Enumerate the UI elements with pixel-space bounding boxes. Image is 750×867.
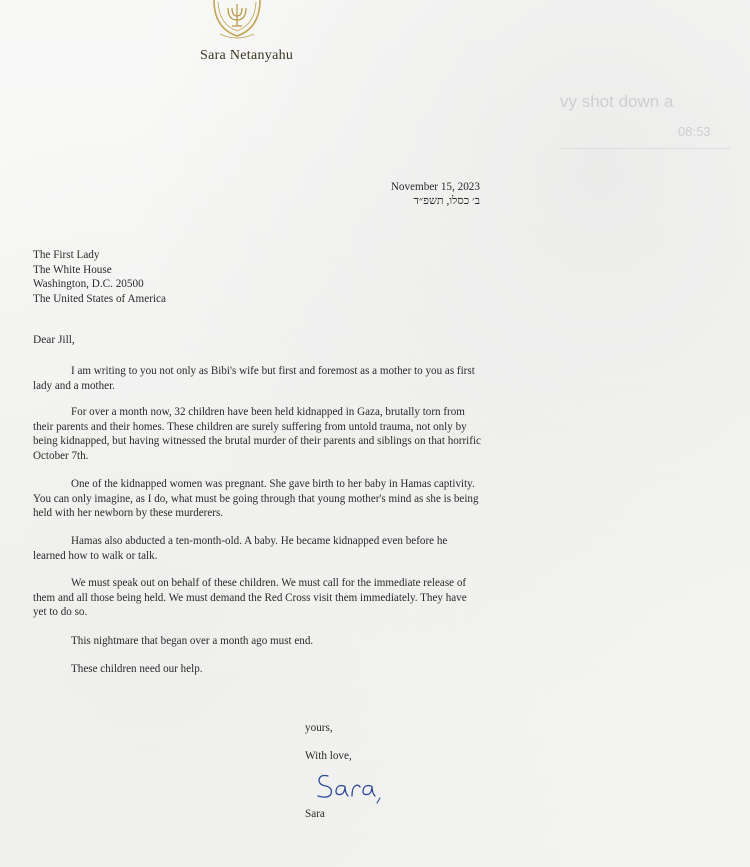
date-hebrew: ב׳ כסלו, תשפ״ד: [413, 195, 480, 207]
recipient-address: [33, 248, 166, 306]
handwritten-signature: [314, 768, 394, 804]
body-paragraph: For over a month now, 32 children have been held kidnapped in Gaza, brutally torn from their parents and their homes. These children are surely suffering from untold trauma, not only by being kidnapped, but having witnessed the brutal murder of their parents and siblings on that horrific October 7th.: [33, 406, 481, 462]
closing-with-love: With love,: [305, 750, 352, 762]
recipient-line: The United States of America: [33, 292, 166, 305]
recipient-line: The White House: [33, 263, 112, 276]
menorah-emblem-icon: [208, 0, 266, 40]
body-paragraph: Hamas also abducted a ten-month-old. A baby. He became kidnapped even before he learned how to walk or talk.: [33, 535, 448, 562]
recipient-line: The First Lady: [33, 249, 100, 261]
body-paragraph: This nightmare that began over a month ago must end.: [71, 635, 314, 647]
salutation: Dear Jill,: [33, 334, 75, 346]
body-paragraph: We must speak out on behalf of these children. We must call for the immediate release of them and all those being held. We must demand the Red Cross visit them immediately. They have yet to do so.: [33, 577, 467, 618]
date-block: [388, 180, 480, 208]
show-through-text: vy shot down a: [560, 92, 674, 111]
show-through-divider: [560, 148, 730, 149]
body-paragraph: I am writing to you not only as Bibi's wife but first and foremost as a mother to you as first lady and a mother.: [33, 365, 475, 392]
date-gregorian: November 15, 2023: [390, 181, 480, 193]
body-paragraph: These children need our help.: [71, 663, 203, 675]
show-through-timestamp: 08:53: [678, 124, 711, 139]
closing-name: Sara: [305, 808, 325, 820]
recipient-line: Washington, D.C. 20500: [33, 278, 144, 290]
body-paragraph: One of the kidnapped women was pregnant. She gave birth to her baby in Hamas captivity. You can only imagine, as I do, what must be going through that young mother's mind as she is being held with her newborn by these murderers.: [33, 478, 479, 519]
letterhead-name: Sara Netanyahu: [200, 48, 294, 63]
closing-yours: yours,: [305, 722, 333, 734]
